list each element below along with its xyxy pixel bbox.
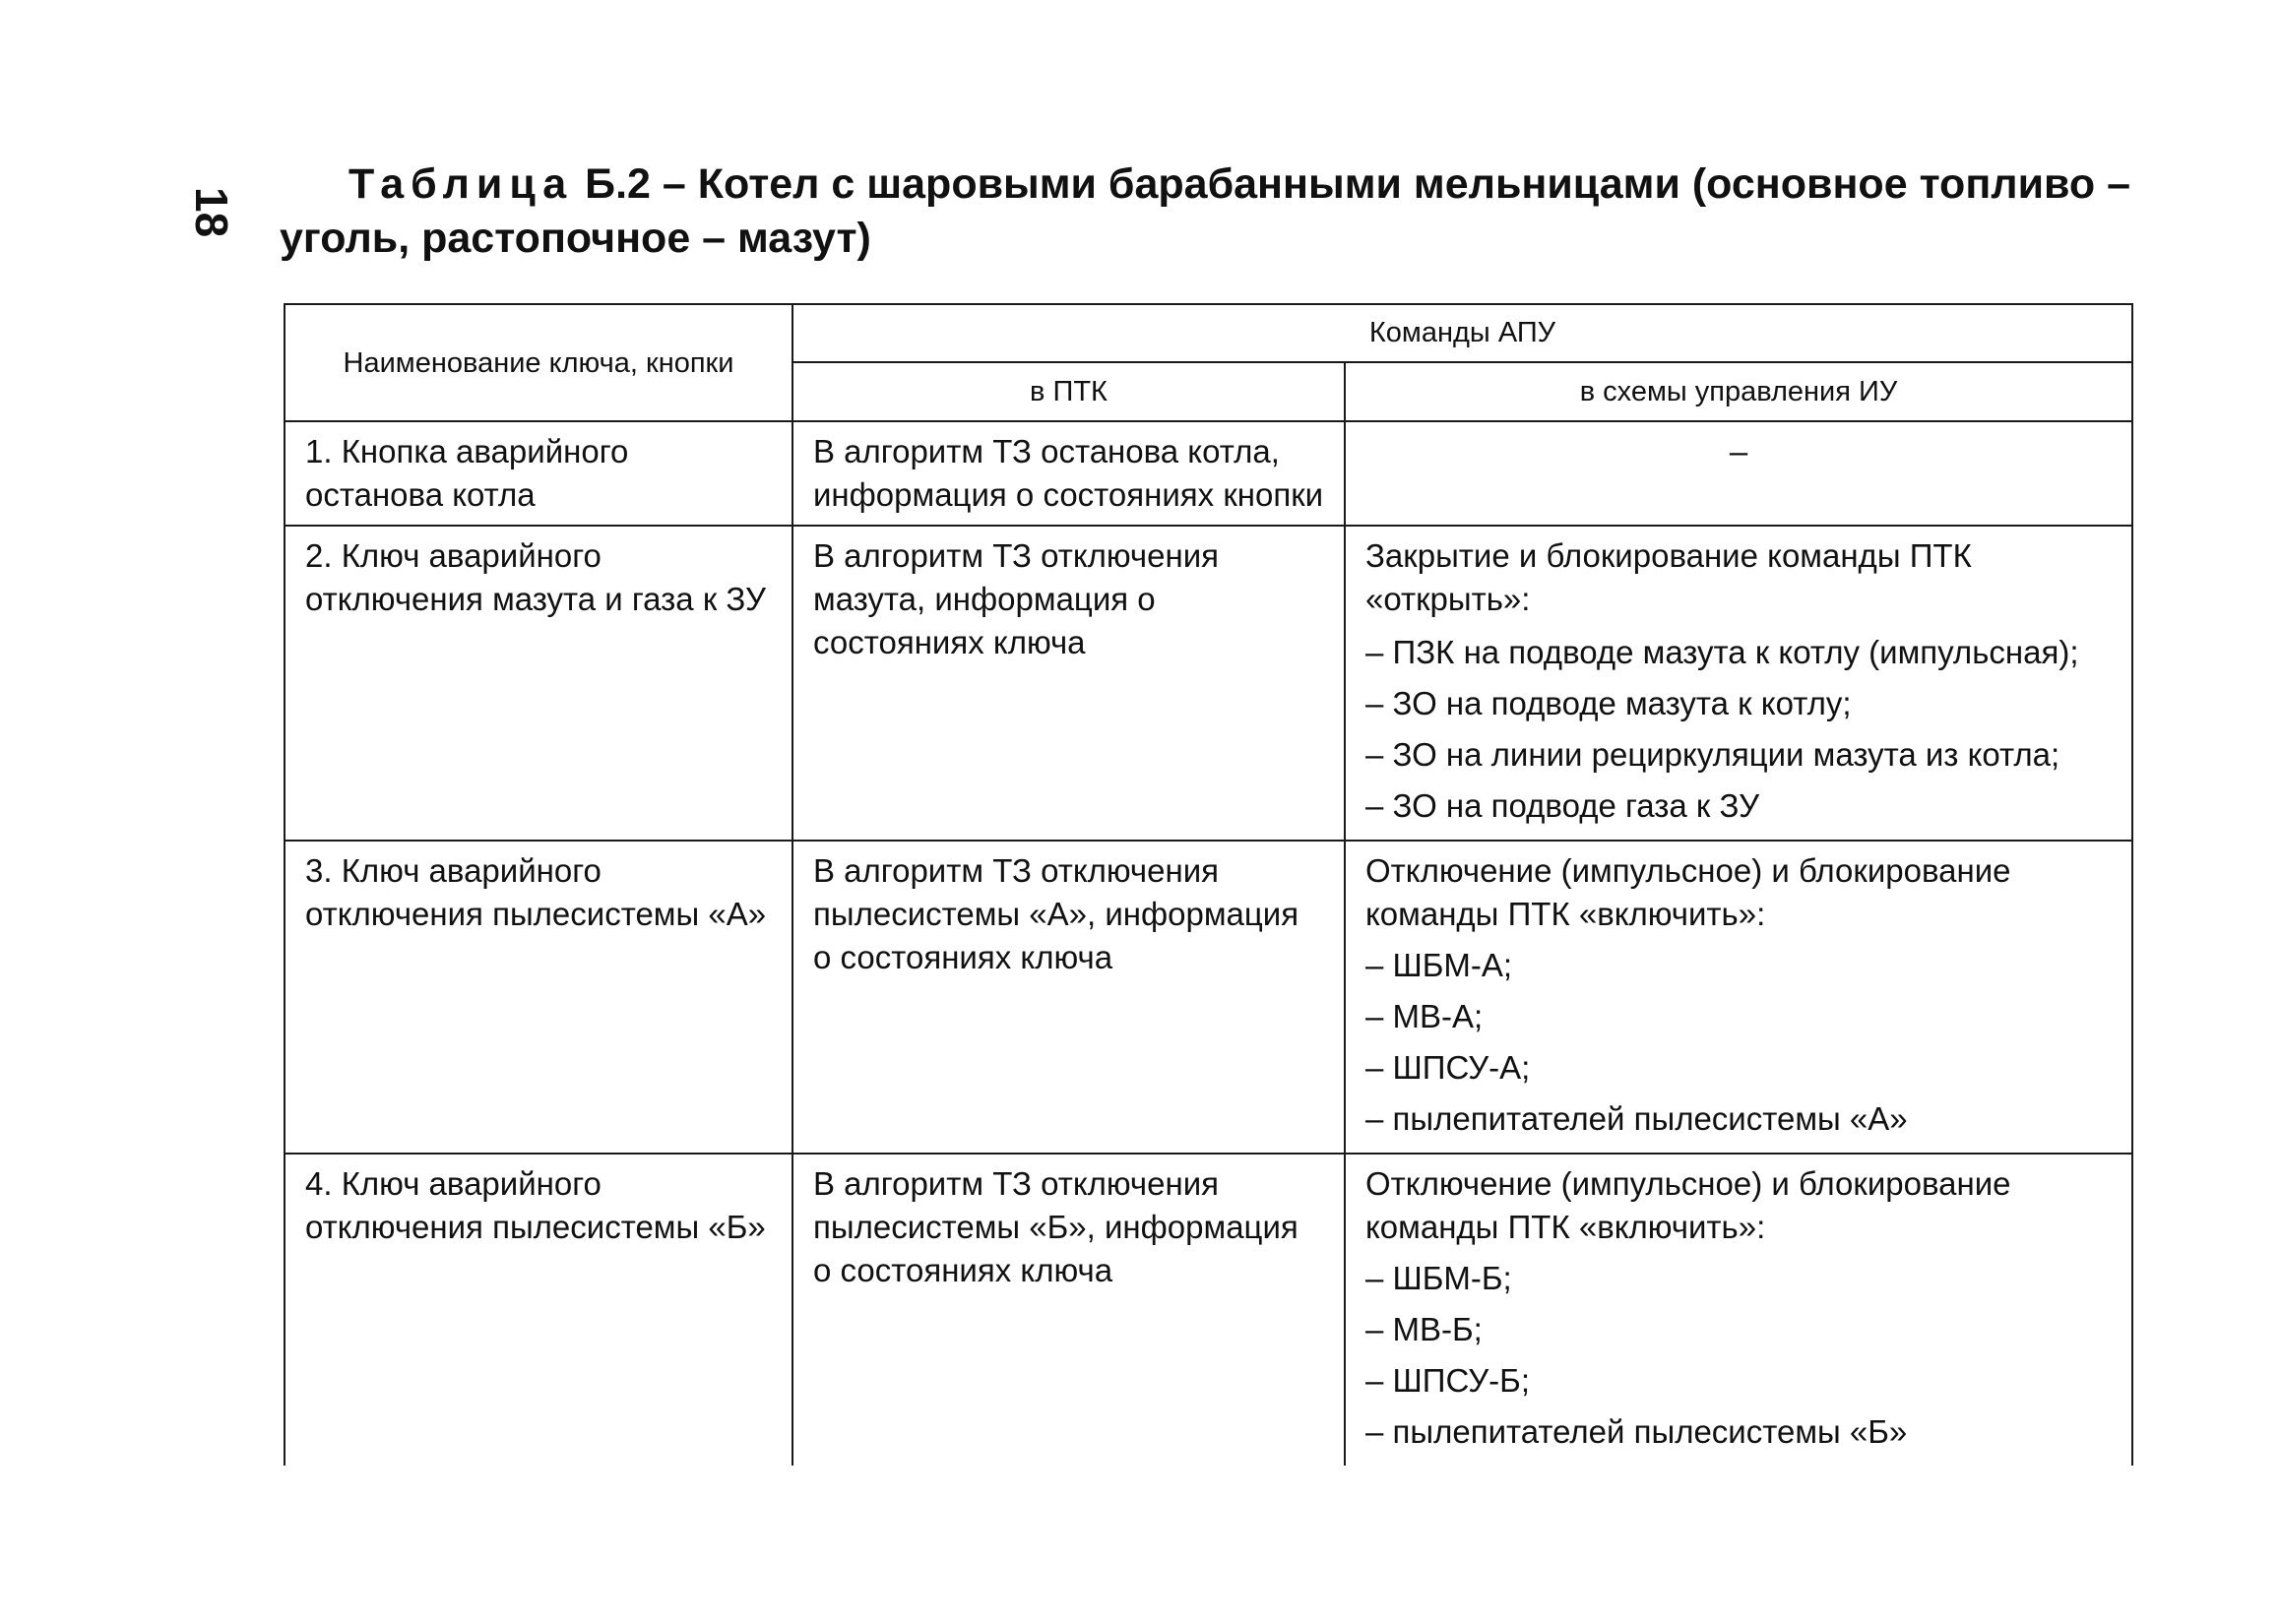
cell-key-name <box>285 1154 792 1466</box>
iu-items-list <box>1365 627 2112 832</box>
cell-iu <box>1345 526 2132 841</box>
list-item: – ЗО на подводе мазута к котлу; <box>1365 685 1852 721</box>
list-item: – ПЗК на подводе мазута к котлу (импульсная); <box>1365 634 2079 670</box>
list-item: – ЗО на подводе газа к ЗУ <box>1365 787 1760 824</box>
iu-intro-text: – <box>1729 433 1748 469</box>
list-item: – ЗО на линии рециркуляции мазута из котла; <box>1365 736 2060 773</box>
header-iu: в схемы управления ИУ <box>1345 362 2132 421</box>
table-container <box>284 303 2131 1466</box>
table-row <box>285 841 2132 1154</box>
table-title <box>280 157 2150 266</box>
list-item: – ШБМ-Б; <box>1365 1260 1512 1296</box>
list-item: – МВ-А; <box>1365 998 1484 1034</box>
cell-ptk <box>792 1154 1345 1466</box>
iu-intro-text: Закрытие и блокирование команды ПТК «открыть»: <box>1365 537 1972 617</box>
list-item: – МВ-Б; <box>1365 1311 1483 1347</box>
key-name-text: 1. Кнопка аварийного останова котла <box>305 433 629 513</box>
commands-table <box>284 303 2133 1466</box>
cell-ptk <box>792 526 1345 841</box>
page-number: 18 <box>186 187 237 238</box>
cell-key-name <box>285 421 792 526</box>
cell-iu <box>1345 421 2132 526</box>
table-row <box>285 1154 2132 1466</box>
header-apu-commands: Команды АПУ <box>792 304 2132 362</box>
table-title-text: Б.2 – Котел с шаровыми барабанными мельницами (основное топливо – уголь, растопочное – мазут) <box>280 160 2131 262</box>
ptk-text: В алгоритм ТЗ отключения пылесистемы «Б», информация о состояниях ключа <box>813 1165 1298 1288</box>
table-row <box>285 526 2132 841</box>
table-body <box>285 421 2132 1466</box>
key-name-text: 4. Ключ аварийного отключения пылесистемы «Б» <box>305 1165 766 1245</box>
header-key-name: Наименование ключа, кнопки <box>285 304 792 421</box>
cell-iu <box>1345 1154 2132 1466</box>
key-name-text: 2. Ключ аварийного отключения мазута и газа к ЗУ <box>305 537 766 617</box>
cell-key-name <box>285 526 792 841</box>
ptk-text: В алгоритм ТЗ отключения мазута, информация о состояниях ключа <box>813 537 1220 660</box>
list-item: – пылепитателей пылесистемы «А» <box>1365 1100 1908 1137</box>
list-item: – пылепитателей пылесистемы «Б» <box>1365 1413 1908 1450</box>
iu-intro-text: Отключение (импульсное) и блокирование команды ПТК «включить»: <box>1365 852 2011 932</box>
cell-ptk <box>792 421 1345 526</box>
list-item: – ШБМ-А; <box>1365 947 1513 983</box>
ptk-text: В алгоритм ТЗ останова котла, информация о состояниях кнопки <box>813 433 1324 513</box>
ptk-text: В алгоритм ТЗ отключения пылесистемы «А», информация о состояниях ключа <box>813 852 1299 975</box>
table-row <box>285 421 2132 526</box>
list-item: – ШПСУ-А; <box>1365 1049 1531 1086</box>
cell-key-name <box>285 841 792 1154</box>
iu-intro-text: Отключение (импульсное) и блокирование команды ПТК «включить»: <box>1365 1165 2011 1245</box>
iu-items-list <box>1365 940 2112 1145</box>
header-ptk: в ПТК <box>792 362 1345 421</box>
list-item: – ШПСУ-Б; <box>1365 1362 1530 1399</box>
iu-items-list <box>1365 1253 2112 1458</box>
key-name-text: 3. Ключ аварийного отключения пылесистемы «А» <box>305 852 767 932</box>
table-title-label: Таблица <box>348 160 574 208</box>
cell-ptk <box>792 841 1345 1154</box>
cell-iu <box>1345 841 2132 1154</box>
table-header <box>285 304 2132 421</box>
